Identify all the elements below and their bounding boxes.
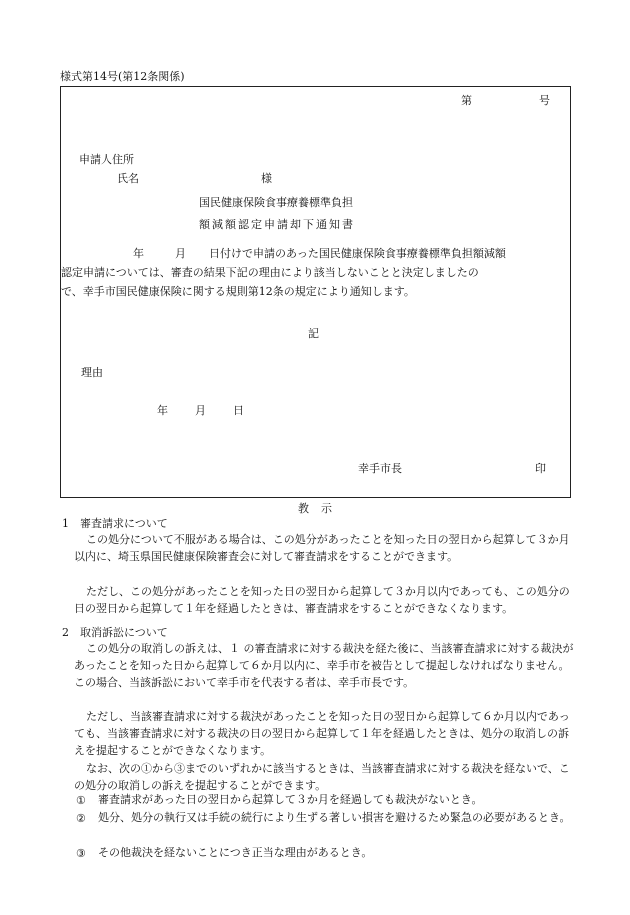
- body-line-2: 認定申請については、審査の結果下記の理由により該当しないことと決定しましたの: [61, 266, 479, 279]
- body-year: 年: [133, 247, 144, 260]
- form-label: 様式第14号(第12条関係): [60, 70, 185, 83]
- body-line-1: 日付けで申請のあった国民健康保険食事療養標準負担額減額: [209, 247, 506, 260]
- title-line-2: 額減額認定申請却下通知書: [199, 218, 355, 231]
- applicant-name-label: 氏名: [117, 172, 139, 185]
- date-year: 年: [157, 404, 168, 417]
- body-month: 月: [175, 247, 186, 260]
- section-1-para-1: この処分について不服がある場合は、この処分があったことを知った日の翌日から起算して３か月以内に、埼玉県国民健康保険審査会に対して審査請求をすることができます。: [74, 533, 570, 563]
- item-3-text: その他裁決を経ないことにつき正当な理由があるとき。: [98, 846, 373, 859]
- section-1-title: 1 審査請求について: [62, 517, 168, 530]
- notice-frame: [60, 86, 571, 498]
- title-line-1: 国民健康保険食事療養標準負担: [199, 196, 353, 209]
- kyoji-heading: 教示: [298, 502, 344, 515]
- section-2-title: 2 取消訴訟について: [62, 626, 168, 639]
- section-1-para-2: ただし、この処分があったことを知った日の翌日から起算して３か月以内であっても、この処分の日の翌日から起算して１年を経過したときは、審査請求をすることができなくなります。: [74, 585, 570, 615]
- item-1-text: 審査請求があった日の翌日から起算して３か月を経過しても裁決がないとき。: [98, 793, 483, 806]
- number-prefix: 第: [461, 94, 472, 107]
- section-2-para-1: この処分の取消しの訴えは、１ の審査請求に対する裁決を経た後に、当該審査請求に対する裁決があったことを知った日から起算して６か月以内に、幸手市を被告として提起しなければなりません。この場合、当該訴訟において幸手市を代表する者は、幸手市長です。: [74, 642, 574, 689]
- item-2-text: 処分、処分の執行又は手続の続行により生ずる著しい損害を避けるため緊急の必要があるとき。: [98, 811, 571, 824]
- section-2-para-2: ただし、当該審査請求に対する裁決があったことを知った日の翌日から起算して６か月以内であっても、当該審査請求に対する裁決の日の翌日から起算して１年を経過したときは、処分の取消しの訴えを提起することができなくなります。: [74, 710, 570, 757]
- issuer-seal: 印: [535, 462, 546, 475]
- item-3-mark: ③: [76, 847, 86, 860]
- applicant-honorific: 様: [261, 172, 272, 185]
- body-line-3: で、幸手市国民健康保険に関する規則第12条の規定により通知します。: [61, 285, 415, 298]
- item-1-mark: ①: [76, 794, 86, 807]
- date-month: 月: [195, 404, 206, 417]
- number-suffix: 号: [539, 94, 550, 107]
- ki-heading: 記: [308, 327, 319, 340]
- applicant-address-label: 申請人住所: [79, 153, 134, 166]
- section-2-para-3: なお、次の①から③までのいずれかに該当するときは、当該審査請求に対する裁決を経ないで、この処分の取消しの訴えを提起することができます。: [74, 762, 570, 792]
- date-day: 日: [233, 404, 244, 417]
- item-2-mark: ②: [76, 812, 86, 825]
- reason-label: 理由: [81, 366, 103, 379]
- issuer-name: 幸手市長: [358, 462, 402, 475]
